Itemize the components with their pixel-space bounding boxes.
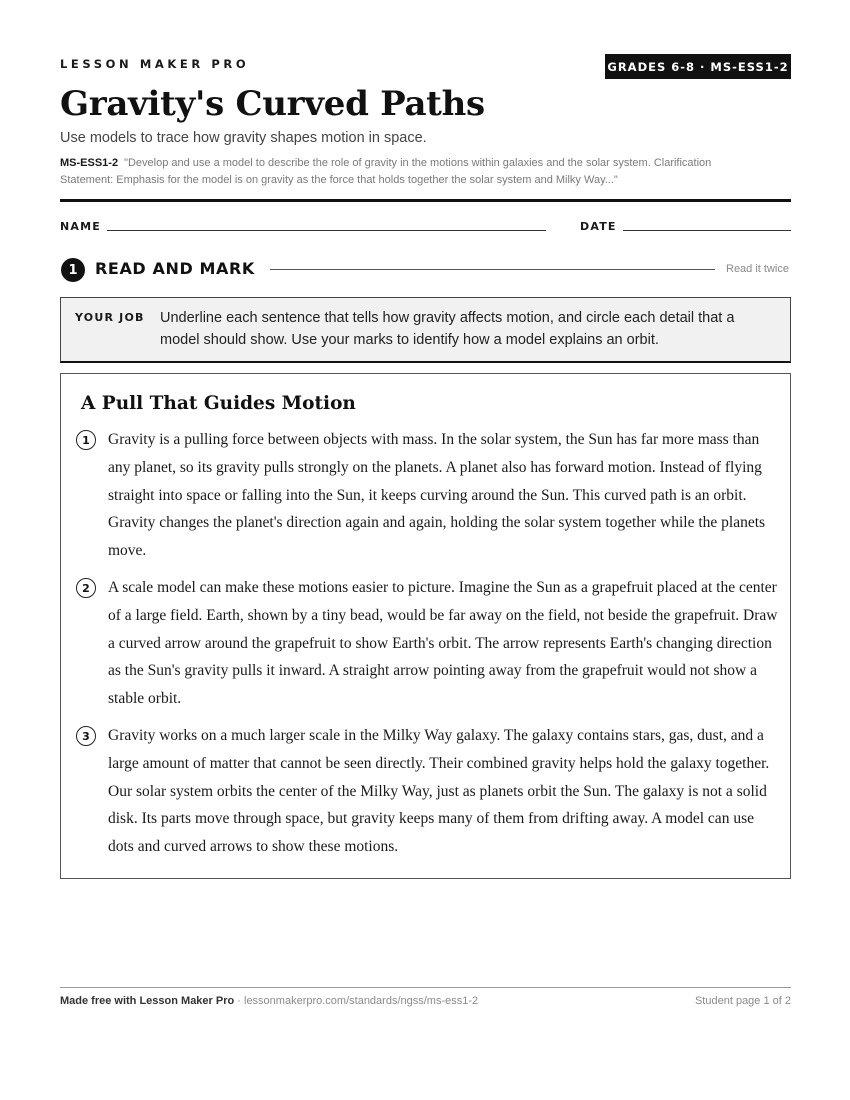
page-subtitle: Use models to trace how gravity shapes motion in space. [60, 130, 427, 146]
brand-name: LESSON MAKER PRO [60, 57, 250, 71]
passage-title: A Pull That Guides Motion [81, 393, 356, 414]
standard-statement [60, 155, 760, 189]
footer-url[interactable]: · lessonmakerpro.com/standards/ngss/ms-ess1-2 [234, 995, 479, 1007]
paragraph-number-badge: 1 [76, 430, 96, 450]
passage-paragraph: Gravity is a pulling force between objects with mass. In the solar system, the Sun has far more mass than any planet, so its gravity pulls strongly on the planets. A planet also has forward motion. Instead of flying straight into space or falling into the Sun, it keeps curving around the Sun. This curved path is an orbit. Gravity changes the planet's direction again and again, holding the solar system together while the planets move. [108, 431, 766, 560]
section-note: Read it twice [726, 263, 789, 275]
section-number-badge: 1 [61, 258, 85, 282]
section-title: READ AND MARK [95, 259, 255, 278]
page-indicator: Student page 1 of 2 [694, 995, 791, 1007]
name-field[interactable] [107, 230, 546, 231]
your-job-box [60, 297, 791, 363]
your-job-instructions: Underline each sentence that tells how gravity affects motion, and circle each detail that a model should show. Use your marks to identify how a model explains an orbit. [160, 310, 735, 348]
standard-code: MS-ESS1-2 [60, 157, 119, 169]
date-label: DATE [580, 220, 617, 233]
page-title: Gravity's Curved Paths [60, 84, 485, 124]
name-label: NAME [60, 220, 101, 233]
standard-text: "Develop and use a model to describe the role of gravity in the motions within galaxies and the solar system. Clarification Statement: Emphasis for the model is on gravity as the force that holds together the solar system and Milky Way..." [60, 157, 712, 186]
section-divider [270, 269, 715, 270]
your-job-label: YOUR JOB [75, 311, 145, 324]
passage-paragraph: Gravity works on a much larger scale in the Milky Way galaxy. The galaxy contains stars, gas, dust, and a large amount of matter that cannot be seen directly. Their combined gravity helps hold the galaxy together. Our solar system orbits the center of the Milky Way, just as planets orbit the Sun. The galaxy is not a solid disk. Its parts move through space, but gravity keeps many of them from drifting away. A model can use dots and curved arrows to show these motions. [108, 727, 770, 856]
grade-badge: GRADES 6-8 · MS-ESS1-2 [605, 54, 791, 79]
header-divider [60, 199, 791, 202]
footer-made-with: Made free with Lesson Maker Pro [60, 995, 235, 1007]
date-field[interactable] [623, 230, 791, 231]
footer-divider [60, 987, 791, 988]
paragraph-number-badge: 2 [76, 578, 96, 598]
paragraph-number-badge: 3 [76, 726, 96, 746]
passage-paragraph: A scale model can make these motions easier to picture. Imagine the Sun as a grapefruit placed at the center of a large field. Earth, shown by a tiny bead, would be far away on the field, not beside the grapefruit. Draw a curved arrow around the grapefruit to show Earth's orbit. The arrow represents Earth's changing direction as the Sun's gravity pulls it inward. A straight arrow pointing away from the grapefruit would not show a stable orbit. [108, 579, 778, 708]
footer-credit [60, 995, 478, 1007]
reading-passage [60, 373, 791, 879]
